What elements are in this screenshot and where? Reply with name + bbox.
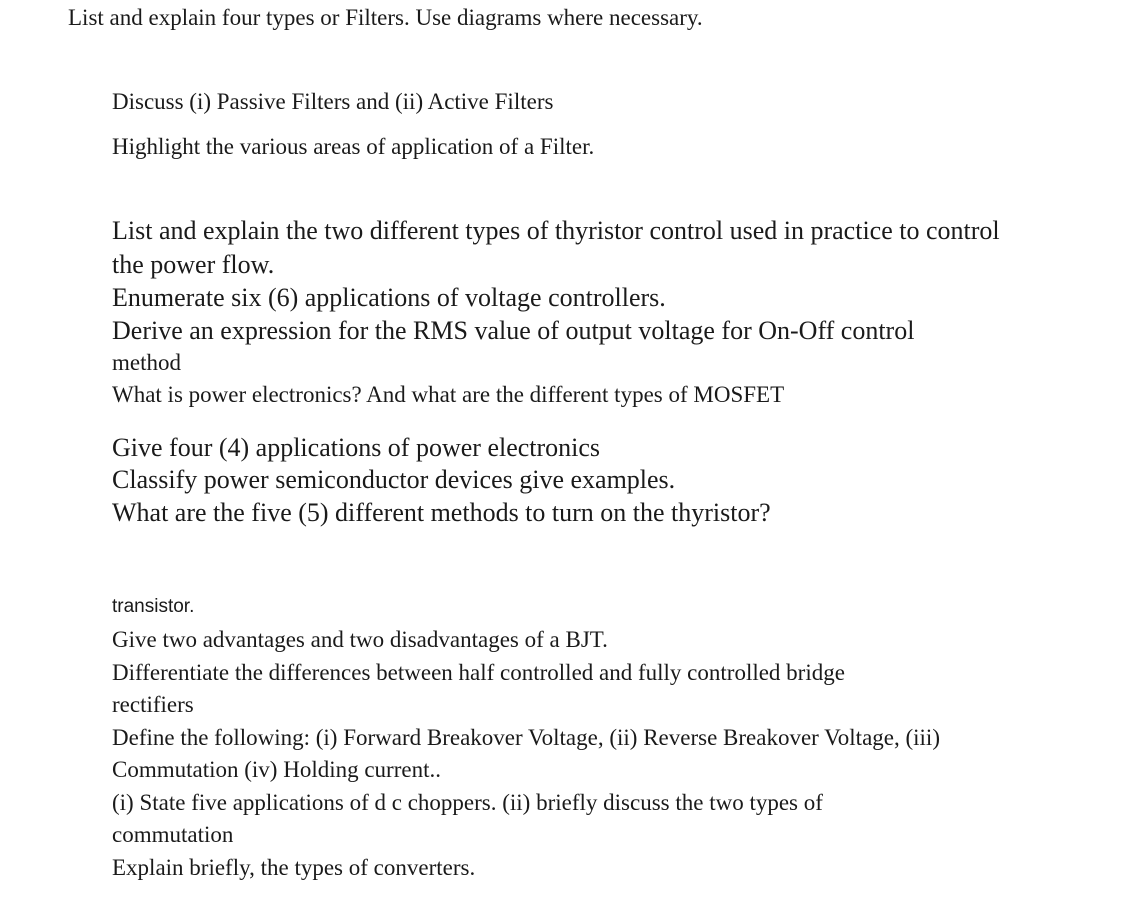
question-rms-derivation-line-2: method (112, 350, 181, 375)
question-filter-applications: Highlight the various areas of application of a Filter. (112, 134, 595, 159)
question-bridge-rectifiers-line-1: Differentiate the differences between half controlled and fully controlled bridge (112, 660, 845, 685)
question-define-line-1: Define the following: (i) Forward Breakover Voltage, (ii) Reverse Breakover Voltage, (iii) (112, 725, 940, 750)
question-choppers-line-2: commutation (112, 822, 234, 847)
question-thyristor-control-line-2: the power flow. (112, 250, 275, 279)
question-classify-devices: Classify power semiconductor devices give examples. (112, 465, 676, 494)
question-bjt: Give two advantages and two disadvantages of a BJT. (112, 627, 608, 652)
question-passive-active-filters: Discuss (i) Passive Filters and (ii) Active Filters (112, 89, 554, 114)
question-define-line-2: Commutation (iv) Holding current.. (112, 757, 441, 782)
question-converters: Explain briefly, the types of converters. (112, 855, 476, 880)
question-bridge-rectifiers-line-2: rectifiers (112, 692, 194, 717)
question-turn-on-methods: What are the five (5) different methods to turn on the thyristor? (112, 498, 771, 527)
question-voltage-controllers: Enumerate six (6) applications of voltage controllers. (112, 283, 666, 312)
question-thyristor-control-line-1: List and explain the two different types of thyristor control used in practice to control (112, 216, 1000, 245)
question-rms-derivation-line-1: Derive an expression for the RMS value of output voltage for On-Off control (112, 316, 915, 345)
question-power-electronics-mosfet: What is power electronics? And what are the different types of MOSFET (112, 382, 785, 407)
question-choppers-line-1: (i) State five applications of d c choppers. (ii) briefly discuss the two types of (112, 790, 823, 815)
question-transistor: transistor. (112, 596, 195, 617)
question-filter-types: List and explain four types or Filters. Use diagrams where necessary. (68, 5, 703, 30)
question-pe-applications: Give four (4) applications of power electronics (112, 433, 601, 462)
